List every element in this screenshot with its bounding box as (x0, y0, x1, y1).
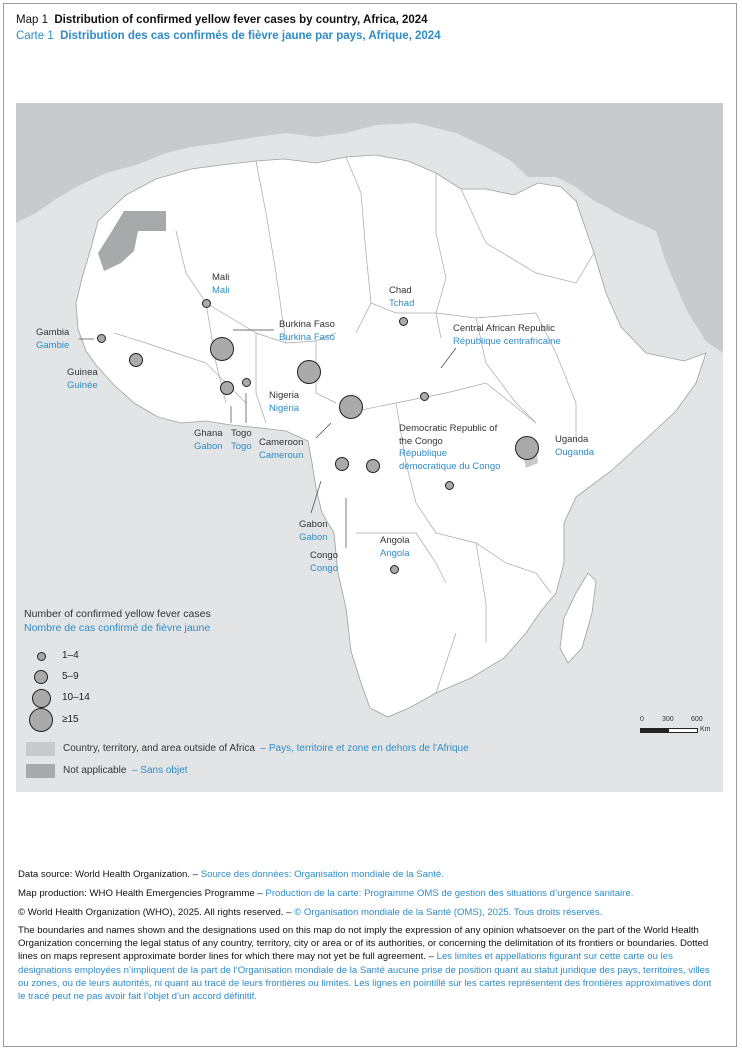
title-prefix-en: Map 1 (16, 14, 48, 26)
scale-bar: 0 300 600 Km (640, 716, 711, 733)
title-text-fr: Distribution des cas confirmés de fièvre jaune par pays, Afrique, 2024 (60, 30, 441, 42)
case-bubble-mali (202, 299, 211, 308)
case-bubble-cameroon (339, 395, 363, 419)
legend-na-text: Not applicable – Sans objet (63, 765, 188, 776)
case-bubble-central-african-republic (420, 392, 429, 401)
madagascar (560, 573, 596, 663)
case-bubble-ghana (220, 381, 234, 395)
legend-bubble (32, 689, 51, 708)
label-gambia: Gambia Gambie (36, 327, 70, 351)
legend-bubble (29, 708, 53, 732)
label-angola: Angola Angola (380, 535, 410, 559)
legend-class-label: ≥15 (62, 714, 79, 725)
title-prefix-fr: Carte 1 (16, 30, 54, 42)
legend-bubble (37, 652, 46, 661)
case-bubble-togo (242, 378, 251, 387)
footer-disclaimer: The boundaries and names shown and the designations used on this map do not imply the expression of any opinion whatsoever on the part of the World Health Organization concerning the legal status of any country, territory, city or area or of its authorities, or concerning the delimitation of its frontiers or boundaries. Dotted lines on maps represent approximate border lines for which there may not yet be full agreement. – Les limites et appellations figurant sur cette carte ou les désignations employées n’impliquent de la part de l’Organisation mondiale de la Santé aucune prise de position quant au statut juridique des pays, territoires, villes ou zones, ou de leurs autorités, ni quant au tracé de leurs frontières ou limites. Les lignes en pointillé sur les cartes représentent des frontières approximatives dont le tracé peut ne pas avoir fait l’objet d’un accord définitif. (18, 925, 712, 1003)
map-title-fr (16, 30, 441, 42)
footer-production: Map production: WHO Health Emergencies Programme – Production de la carte: Programme OMS de gestion des situations d’urgence sanitaire. (18, 888, 634, 899)
footer-source: Data source: World Health Organization. – Source des données: Organisation mondiale de la Santé. (18, 869, 444, 880)
legend-title: Number of confirmed yellow fever cases Nombre de cas confirmé de fièvre jaune (24, 608, 211, 634)
label-mali: Mali Mali (212, 272, 230, 296)
footer-copyright: © World Health Organization (WHO), 2025. All rights reserved. – © Organisation mondiale de la Santé (OMS), 2025. Tous droits réservés. (18, 907, 603, 918)
case-bubble-nigeria (297, 360, 321, 384)
label-central-african-republic: Central African Republic République centrafricaine (453, 323, 561, 347)
case-bubble-democratic-republic-of-the-congo (445, 481, 454, 490)
label-guinea: Guinea Guinée (67, 367, 98, 391)
label-uganda: Uganda Ouganda (555, 434, 595, 458)
label-nigeria: Nigeria Nigéria (269, 390, 300, 414)
title-text-en: Distribution of confirmed yellow fever cases by country, Africa, 2024 (54, 14, 428, 26)
label-ghana: Ghana Gabon (194, 428, 223, 452)
africa-map (16, 103, 723, 792)
case-bubble-guinea (129, 353, 143, 367)
case-bubble-gabon (335, 457, 349, 471)
label-togo: Togo Togo (231, 428, 252, 452)
legend-class-label: 5–9 (62, 671, 79, 682)
label-burkina-faso: Burkina Faso Burkina Faso (279, 319, 335, 343)
case-bubble-uganda (515, 436, 539, 460)
not-applicable-swatch (26, 764, 55, 778)
case-bubble-chad (399, 317, 408, 326)
legend-class-label: 1–4 (62, 650, 79, 661)
legend-outside-text: Country, territory, and area outside of Africa – Pays, territoire et zone en dehors de l'Afrique (63, 743, 469, 754)
outside-africa-swatch (26, 742, 55, 756)
label-drc: Democratic Republic of the Congo République démocratique du Congo (399, 423, 501, 472)
label-congo: Congo Congo (310, 550, 338, 574)
label-gabon: Gabon Gabon (299, 519, 328, 543)
map-canvas (16, 103, 723, 792)
map-title-en (16, 14, 428, 26)
legend-bubble (34, 670, 48, 684)
case-bubble-angola (390, 565, 399, 574)
case-bubble-gambia (97, 334, 106, 343)
label-cameroon: Cameroon Cameroun (259, 437, 304, 461)
legend-class-label: 10–14 (62, 692, 90, 703)
case-bubble-burkina-faso (210, 337, 234, 361)
case-bubble-congo (366, 459, 380, 473)
label-chad: Chad Tchad (389, 285, 415, 309)
